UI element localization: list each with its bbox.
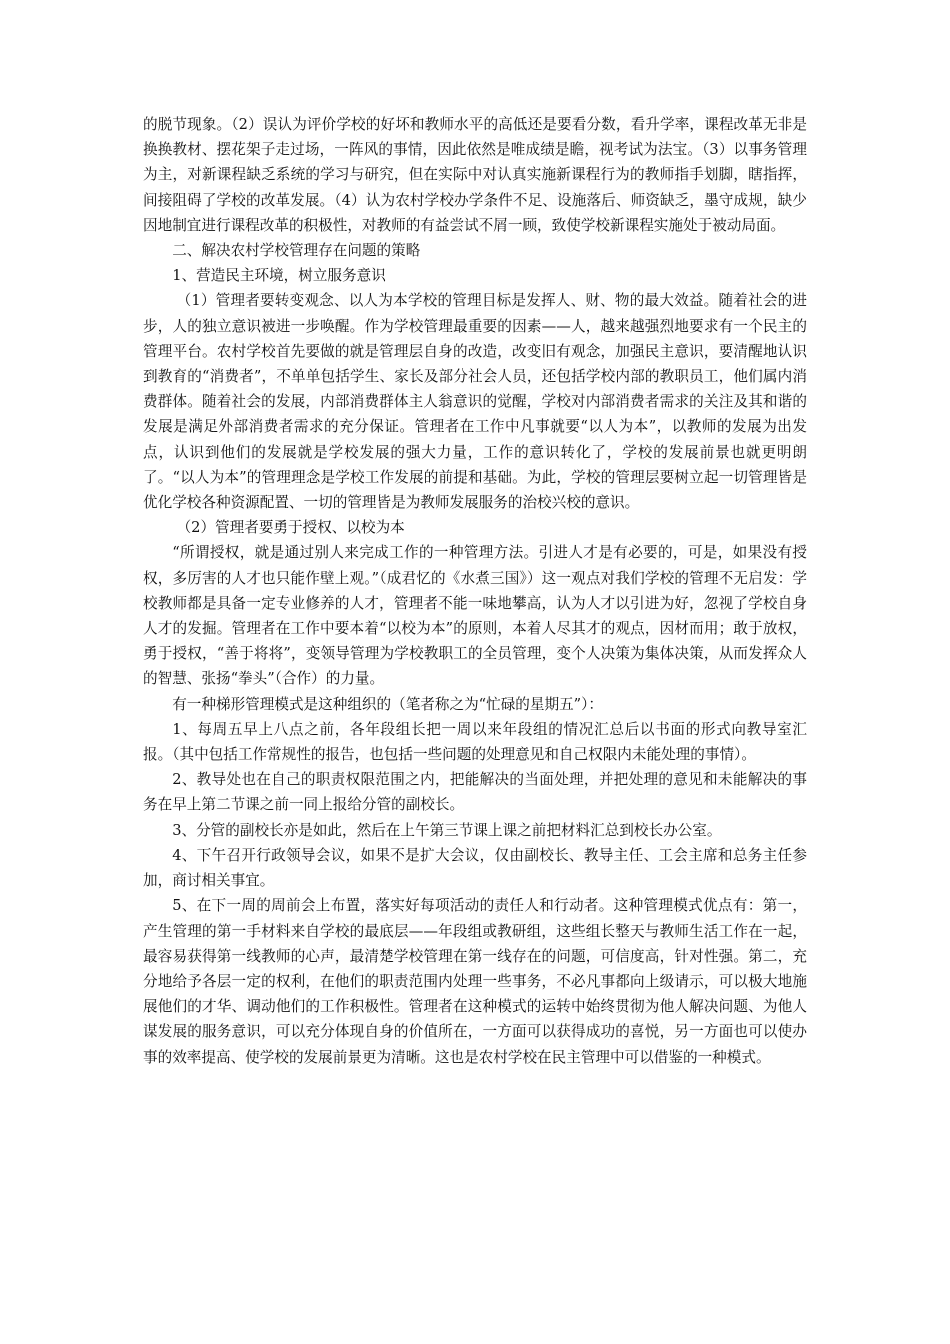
list-item-step-3: 3、分管的副校长亦是如此，然后在上午第三节课上课之前把材料汇总到校长办公室。 [172, 821, 722, 839]
paragraph-continuation: 的脱节现象。（2）误认为评价学校的好坏和教师水平的高低还是要看分数，看升学率，课程改革无非是换换教材、摆花架子走过场，一阵风的事情，因此依然是唯成绩是瞻，视考试为法宝。（3）以事务管理为主，对新课程缺乏系统的学习与研究，但在实际中对认真实施新课程行为的教师指手划脚，瞎指挥，间接阻碍了学校的改革发展。（4）认为农村学校办学条件不足、设施落后、师资缺乏，墨守成规，缺少因地制宜进行课程改革的积极性，对教师的有益尝试不屑一顾，致使学校新课程实施处于被动局面。 [143, 116, 807, 234]
paragraph-delegation: “所谓授权，就是通过别人来完成工作的一种管理方法。引进人才是有必要的，可是，如果没有授权，多厉害的人才也只能作壁上观。”（成君忆的《水煮三国》）这一观点对我们学校的管理不无启发：学校教师都是具备一定专业修养的人才，管理者不能一味地攀高，认为人才以引进为好，忽视了学校自身人才的发掘。管理者在工作中要本着“以校为本”的原则，本着人尽其才的观点，因材而用；敢于放权，勇于授权，“善于将将”，变领导管理为学校教职工的全员管理，变个人决策为集体决策，从而发挥众人的智慧、张扬“拳头”（合作）的力量。 [143, 544, 807, 688]
list-item-step-4: 4、下午召开行政领导会议，如果不是扩大会议，仅由副校长、教导主任、工会主席和总务主任参加，商讨相关事宜。 [143, 846, 807, 890]
subsection-heading-democratic-environment: 1、营造民主环境，树立服务意识 [172, 267, 386, 285]
paragraph-ladder-model-intro: 有一种梯形管理模式是这种组织的（笔者称之为“忙碌的星期五”）： [172, 695, 604, 713]
list-item-step-5: 5、在下一周的周前会上布置，落实好每项活动的责任人和行动者。这种管理模式优点有：第一，产生管理的第一手材料来自学校的最底层——年段组或教研组，这些组长整天与教师生活工作在一起，最容易获得第一线教师的心声，最清楚学校管理在第一线存在的问题，可信度高，针对性强。第二，充分地给予各层一定的权利，在他们的职责范围内处理一些事务，不必凡事都向上级请示，可以极大地施展他们的才华、调动他们的工作积极性。管理者在这种模式的运转中始终贯彻为他人解决问题、为他人谋发展的服务意识，可以充分体现自身的价值所在，一方面可以获得成功的喜悦，另一方面也可以使办事的效率提高、使学校的发展前景更为清晰。这也是农村学校在民主管理中可以借鉴的一种模式。 [143, 897, 807, 1066]
document-page [143, 112, 807, 1070]
list-item-step-1: 1、每周五早上八点之前，各年段组长把一周以来年段组的情况汇总后以书面的形式向教导室汇报。（其中包括工作常规性的报告，也包括一些问题的处理意见和自己权限内未能处理的事情）。 [143, 720, 807, 764]
section-heading-strategies: 二、解决农村学校管理存在问题的策略 [172, 242, 421, 260]
list-item-step-2: 2、教导处也在自己的职责权限范围之内，把能解决的当面处理，并把处理的意见和未能解决的事务在早上第二节课之前一同上报给分管的副校长。 [143, 771, 807, 814]
subheading-delegation: （2）管理者要勇于授权、以校为本 [176, 519, 405, 537]
paragraph-people-oriented: （1）管理者要转变观念、以人为本学校的管理目标是发挥人、财、物的最大效益。随着社会的进步，人的独立意识被进一步唤醒。作为学校管理最重要的因素——人，越来越强烈地要求有一个民主的管理平台。农村学校首先要做的就是管理层自身的改造，改变旧有观念，加强民主意识，要清醒地认识到教育的“消费者”，不单单包括学生、家长及部分社会人员，还包括学校内部的教职员工，他们属内消费群体。随着社会的发展，内部消费群体主人翁意识的觉醒，学校对内部消费者需求的关注及其和谐的发展是满足外部消费者需求的充分保证。管理者在工作中凡事就要“以人为本”，以教师的发展为出发点，认识到他们的发展就是学校发展的强大力量，工作的意识转化了，学校的发展前景也就更明朗了。“以人为本”的管理理念是学校工作发展的前提和基础。为此，学校的管理层要树立起一切管理皆是优化学校各种资源配置、一切的管理皆是为教师发展服务的治校兴校的意识。 [143, 292, 807, 512]
